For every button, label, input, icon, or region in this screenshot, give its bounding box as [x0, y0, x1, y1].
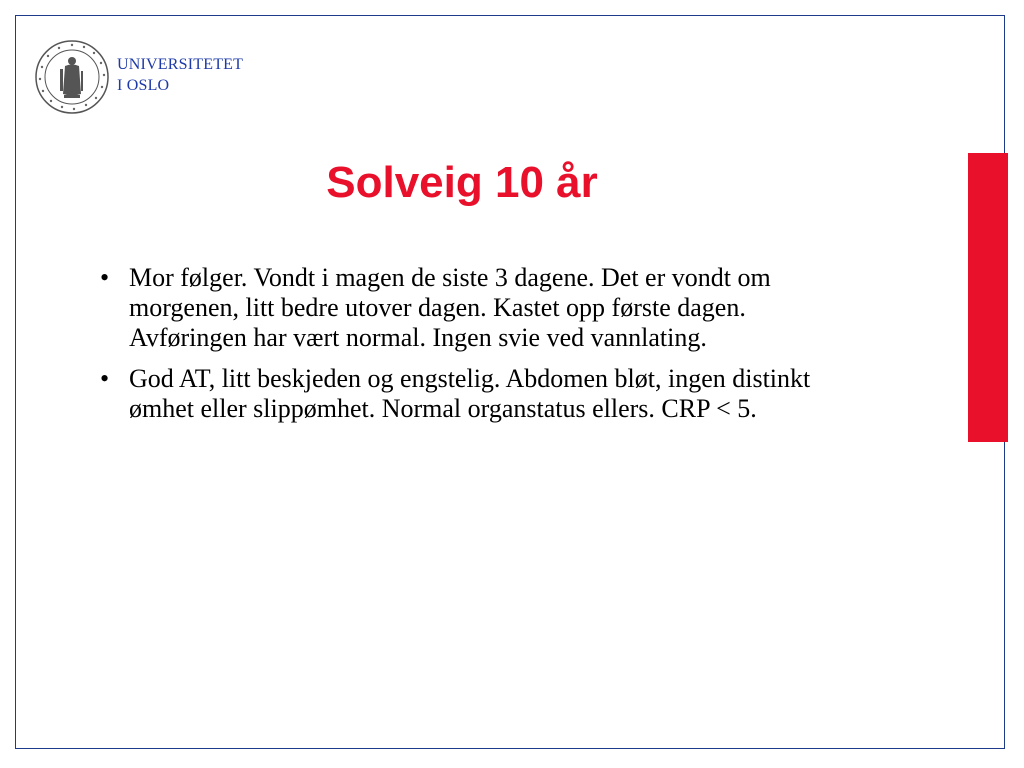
university-name [117, 54, 243, 96]
university-seal-icon [34, 39, 110, 115]
bullet-text: Mor følger. Vondt i magen de siste 3 dagene. Det er vondt om morgenen, litt bedre utover dagen. Kastet opp første dagen. Avføringen har vært normal. Ingen svie ved vannlating. [129, 263, 771, 352]
bullet-text: God AT, litt beskjeden og engstelig. Abdomen bløt, ingen distinkt ømhet eller slippømhet. Normal organstatus ellers. CRP < 5. [129, 364, 811, 423]
slide-title: Solveig 10 år [326, 158, 598, 207]
university-name-line2: I OSLO [117, 77, 170, 94]
bullet-item [96, 263, 816, 353]
bullet-dot: • [100, 364, 110, 393]
bullet-list [96, 263, 816, 435]
university-name-line1: UNIVERSITETET [117, 56, 244, 73]
red-accent-bar [968, 153, 1008, 442]
bullet-dot: • [100, 263, 110, 292]
bullet-item [96, 364, 816, 424]
